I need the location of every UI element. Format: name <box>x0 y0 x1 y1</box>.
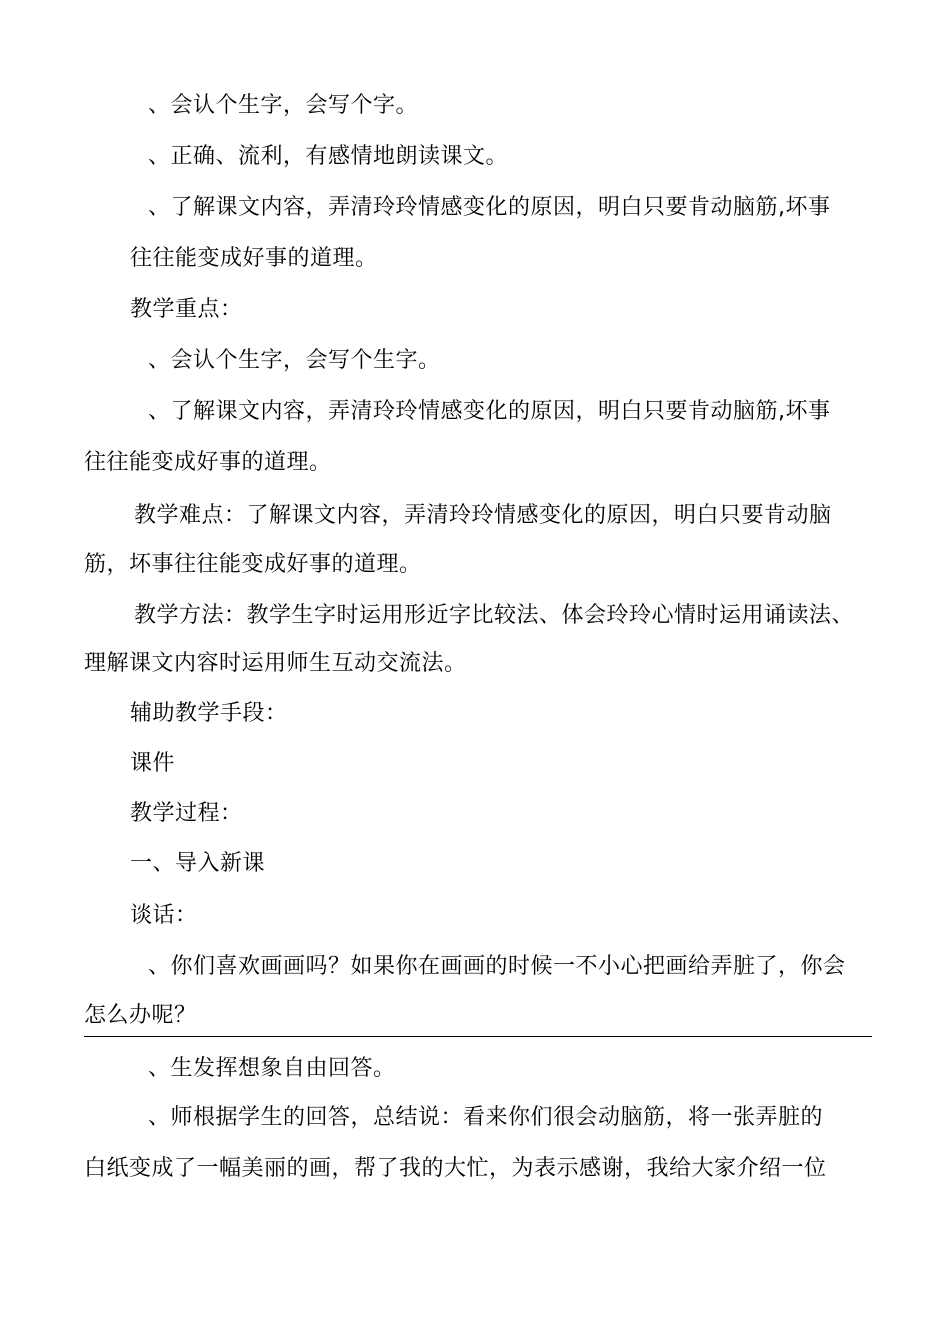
aids-value: 课件 <box>130 751 176 776</box>
talk-line-1-cont: 怎么办呢？ <box>84 1003 197 1028</box>
horizontal-divider <box>84 1036 872 1037</box>
key-point-line-1: 、会认个生字，会写个生字。 <box>148 348 441 373</box>
method-line: 教学方法：教学生字时运用形近字比较法、体会玲玲心情时运用诵读法、 <box>134 603 855 628</box>
talk-line-2: 、生发挥想象自由回答。 <box>148 1056 396 1081</box>
talk-line-3-cont: 白纸变成了一幅美丽的画，帮了我的大忙，为表示感谢，我给大家介绍一位 <box>84 1156 827 1181</box>
key-point-line-2-cont: 往往能变成好事的道理。 <box>84 450 332 475</box>
talk-line-3: 、师根据学生的回答，总结说：看来你们很会动脑筋，将一张弄脏的 <box>148 1105 824 1130</box>
aids-heading: 辅助教学手段： <box>130 701 288 726</box>
method-line-cont: 理解课文内容时运用师生互动交流法。 <box>84 651 467 676</box>
objective-line-3-cont: 往往能变成好事的道理。 <box>130 246 378 271</box>
objective-line-3: 、了解课文内容，弄清玲玲情感变化的原因，明白只要肯动脑筋,坏事 <box>148 195 831 220</box>
section-intro-heading: 一、导入新课 <box>130 851 266 876</box>
key-point-line-2: 、了解课文内容，弄清玲玲情感变化的原因，明白只要肯动脑筋,坏事 <box>148 399 831 424</box>
talk-line-1: 、你们喜欢画画吗？如果你在画画的时候一不小心把画给弄脏了，你会 <box>148 954 846 979</box>
objective-line-1: 、会认个生字，会写个字。 <box>148 93 419 118</box>
difficulty-line: 教学难点：了解课文内容，弄清玲玲情感变化的原因，明白只要肯动脑 <box>134 503 832 528</box>
objective-line-2: 、正确、流利，有感情地朗读课文。 <box>148 144 509 169</box>
difficulty-line-cont: 筋，坏事往往能变成好事的道理。 <box>84 552 422 577</box>
talk-label: 谈话： <box>130 903 198 928</box>
key-points-heading: 教学重点： <box>130 297 243 322</box>
process-heading: 教学过程： <box>130 801 243 826</box>
